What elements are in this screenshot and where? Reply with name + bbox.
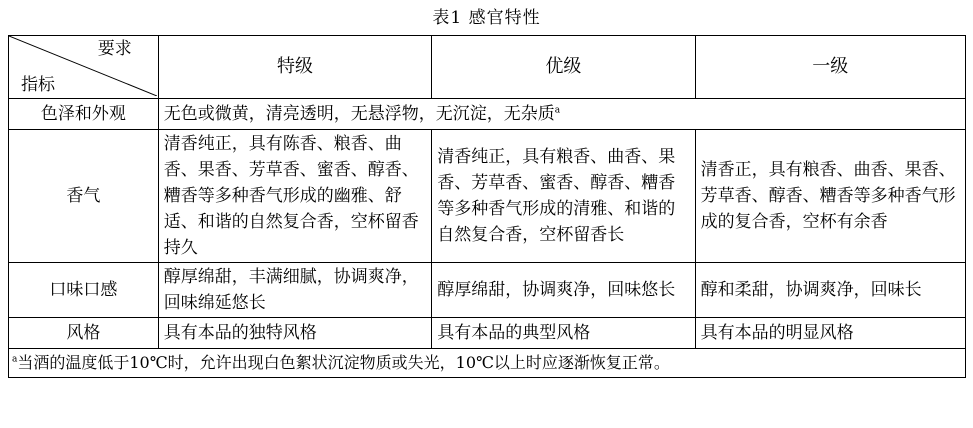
header-grade-superior: 优级 <box>432 36 695 99</box>
table-row-style <box>9 318 966 349</box>
cell-aroma-superior: 清香纯正，具有粮香、曲香、果香、芳草香、蜜香、醇香、糟香等多种香气形成的清雅、和谐的自然复合香，空杯留香长 <box>432 130 695 263</box>
table-caption: 表1 感官特性 <box>432 8 541 28</box>
header-grade-special: 特级 <box>158 36 431 99</box>
footnote-mark: a <box>554 105 561 116</box>
sensory-properties-table <box>8 35 966 378</box>
cell-style-first: 具有本品的明显风格 <box>695 318 965 349</box>
table-row-aroma <box>9 130 966 263</box>
diagonal-header-cell <box>9 36 159 99</box>
table-row-footnote <box>9 349 966 378</box>
header-indicator-label: 指标 <box>21 75 55 95</box>
cell-color-appearance-text: 无色或微黄，清亮透明，无悬浮物，无沉淀，无杂质 <box>163 104 555 124</box>
cell-taste-special: 醇厚绵甜，丰满细腻，协调爽净，回味绵延悠长 <box>158 263 431 318</box>
table-row-taste <box>9 263 966 318</box>
table-row-color-appearance <box>9 99 966 130</box>
footnote-text: 当酒的温度低于10℃时，允许出现白色絮状沉淀物质或失光，10℃以上时应逐渐恢复正常。 <box>17 353 670 372</box>
cell-taste-first: 醇和柔甜，协调爽净，回味长 <box>695 263 965 318</box>
table-header-row <box>9 36 966 99</box>
row-label-taste: 口味口感 <box>9 263 159 318</box>
cell-aroma-first: 清香正，具有粮香、曲香、果香、芳草香、醇香、糟香等多种香气形成的复合香，空杯有余香 <box>695 130 965 263</box>
cell-taste-superior: 醇厚绵甜，协调爽净，回味悠长 <box>432 263 695 318</box>
footnote-note-mark: a <box>12 354 18 365</box>
row-label-style: 风格 <box>9 318 159 349</box>
footnote-cell <box>9 349 966 378</box>
row-label-aroma: 香气 <box>9 130 159 263</box>
cell-style-superior: 具有本品的典型风格 <box>432 318 695 349</box>
header-grade-first: 一级 <box>695 36 965 99</box>
cell-style-special: 具有本品的独特风格 <box>158 318 431 349</box>
row-label-color-appearance: 色泽和外观 <box>9 99 159 130</box>
header-requirement-label: 要求 <box>97 39 132 59</box>
cell-aroma-special: 清香纯正，具有陈香、粮香、曲香、果香、芳草香、蜜香、醇香、糟香等多种香气形成的幽雅、舒适、和谐的自然复合香，空杯留香持久 <box>158 130 431 263</box>
cell-color-appearance <box>158 99 965 130</box>
